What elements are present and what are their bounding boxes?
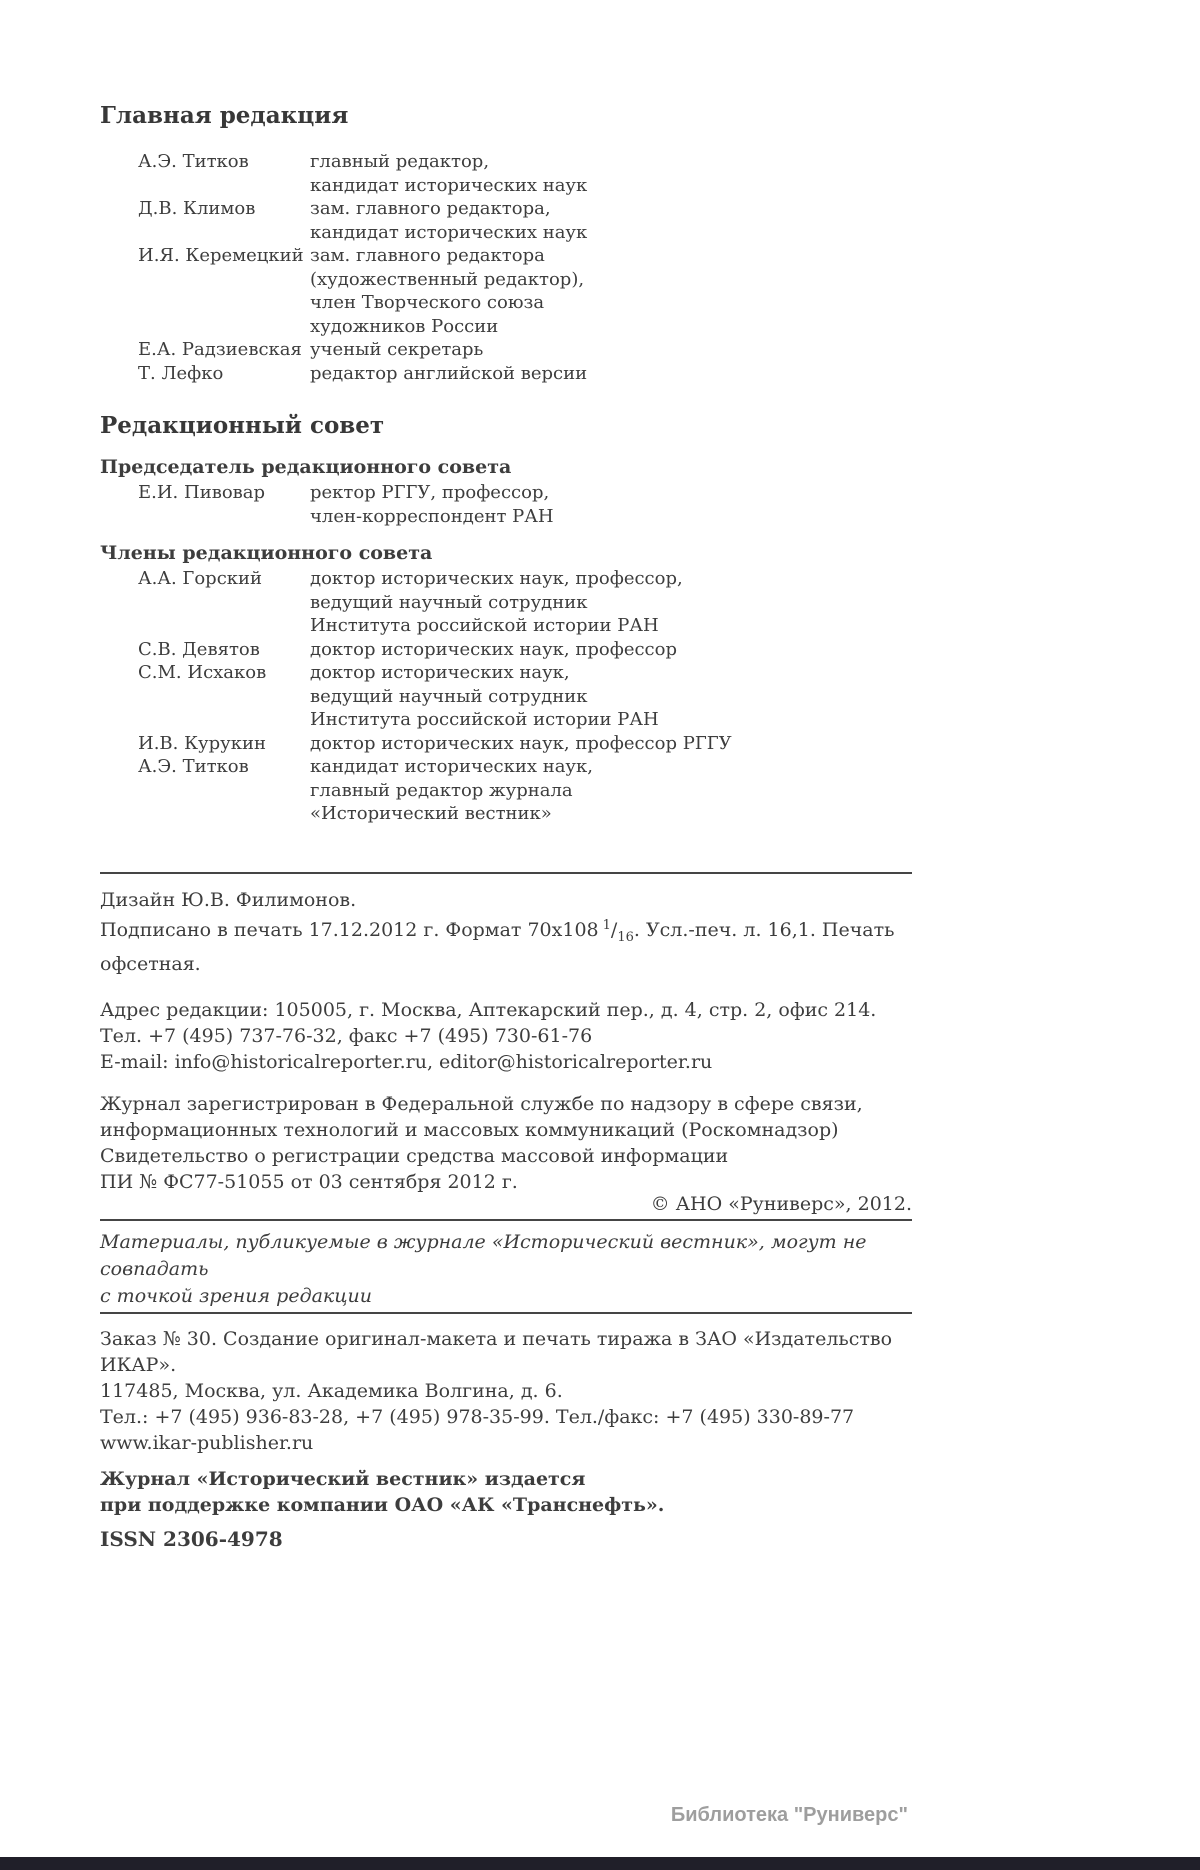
format-fraction bbox=[602, 917, 634, 945]
design-line: Дизайн Ю.В. Филимонов. bbox=[100, 888, 357, 911]
member-role-line: доктор исторических наук, профессор РГГУ bbox=[310, 732, 732, 754]
printing-block bbox=[100, 1326, 912, 1456]
member-role-line: «Исторический вестник» bbox=[310, 803, 552, 824]
registration-block bbox=[100, 1091, 912, 1195]
email-line: E-mail: info@historicalreporter.ru, editor@historicalreporter.ru bbox=[100, 1050, 713, 1073]
member-name: И.Я. Керемецкий bbox=[138, 245, 304, 266]
member-name: Е.И. Пивовар bbox=[138, 482, 266, 503]
member-name: А.Э. Титков bbox=[138, 756, 249, 777]
member-name: Т. Лефко bbox=[138, 362, 224, 384]
member-role-line: главный редактор, bbox=[310, 151, 490, 172]
member-roles bbox=[310, 338, 912, 362]
member-roles bbox=[310, 150, 912, 197]
registration-line: Журнал зарегистрирован в Федеральной службе по надзору в сфере связи, bbox=[100, 1092, 863, 1115]
member-name: С.В. Девятов bbox=[138, 638, 260, 660]
support-line: при поддержке компании ОАО «АК «Транснефть». bbox=[100, 1493, 665, 1516]
issn: ISSN 2306-4978 bbox=[100, 1526, 283, 1551]
print-line-prefix: Подписано в печать 17.12.2012 г. Формат 70x108 bbox=[100, 918, 599, 941]
runivers-library-watermark: Библиотека "Руниверс" bbox=[670, 1804, 908, 1826]
member-role-line: Института российской истории РАН bbox=[310, 615, 659, 636]
member-row bbox=[100, 244, 912, 338]
member-row bbox=[100, 732, 912, 756]
member-name: С.М. Исхаков bbox=[138, 662, 267, 683]
member-role-line: редактор английской версии bbox=[310, 362, 588, 384]
member-roles bbox=[310, 567, 912, 638]
member-row bbox=[100, 661, 912, 732]
member-roles bbox=[310, 481, 912, 528]
member-name: Д.В. Климов bbox=[138, 198, 256, 219]
printing-line: 117485, Москва, ул. Академика Волгина, д. 6. bbox=[100, 1379, 563, 1402]
address-block bbox=[100, 997, 912, 1075]
divider-rule bbox=[100, 1219, 912, 1221]
member-row bbox=[100, 567, 912, 638]
member-roles bbox=[310, 755, 912, 826]
disclaimer-line: Материалы, публикуемые в журнале «Исторический вестник», могут не совпадать bbox=[100, 1230, 867, 1280]
member-role-line: член-корреспондент РАН bbox=[310, 505, 554, 527]
print-info-line bbox=[100, 913, 912, 977]
main-editorial-members bbox=[100, 150, 912, 385]
page-content bbox=[100, 0, 912, 1552]
copyright-line: © АНО «Руниверс», 2012. bbox=[650, 1192, 912, 1215]
registration-line: информационных технологий и массовых коммуникаций (Роскомнадзор) bbox=[100, 1118, 839, 1141]
member-role-line: член Творческого союза bbox=[310, 292, 545, 313]
main-editorial-title: Главная редакция bbox=[100, 102, 349, 129]
address-line: Адрес редакции: 105005, г. Москва, Аптекарский пер., д. 4, стр. 2, офис 214. bbox=[100, 998, 877, 1021]
member-role-line: зам. главного редактора, bbox=[310, 198, 551, 219]
member-role-line: Института российской истории РАН bbox=[310, 709, 659, 730]
member-role-line: художников России bbox=[310, 315, 499, 337]
imprint-design-block bbox=[100, 887, 912, 977]
chairman-members bbox=[100, 481, 912, 528]
disclaimer-line: с точкой зрения редакции bbox=[100, 1284, 373, 1307]
registration-line: ПИ № ФС77-51055 от 03 сентября 2012 г. bbox=[100, 1170, 518, 1193]
member-name: А.Э. Титков bbox=[138, 151, 249, 172]
member-role-line: кандидат исторических наук bbox=[310, 174, 588, 196]
registration-line: Свидетельство о регистрации средства массовой информации bbox=[100, 1144, 729, 1167]
member-roles bbox=[310, 732, 912, 756]
member-row bbox=[100, 338, 912, 362]
member-role-line: ученый секретарь bbox=[310, 339, 484, 360]
fraction-slash: / bbox=[610, 918, 618, 941]
member-role-line: доктор исторических наук, профессор, bbox=[310, 568, 683, 589]
member-row bbox=[100, 362, 912, 386]
member-role-line: ректор РГГУ, профессор, bbox=[310, 482, 550, 503]
board-members bbox=[100, 567, 912, 826]
board-members-subtitle: Члены редакционного совета bbox=[100, 542, 433, 564]
member-role-line: кандидат исторических наук bbox=[310, 221, 588, 243]
member-role-line: (художественный редактор), bbox=[310, 268, 585, 290]
support-line: Журнал «Исторический вестник» издается bbox=[100, 1467, 586, 1490]
editorial-board-title: Редакционный совет bbox=[100, 412, 385, 439]
member-row bbox=[100, 197, 912, 244]
divider-rule bbox=[100, 872, 912, 874]
member-name: И.В. Курукин bbox=[138, 732, 266, 754]
support-note bbox=[100, 1466, 912, 1518]
phone-line: Тел. +7 (495) 737-76-32, факс +7 (495) 730-61-76 bbox=[100, 1024, 593, 1047]
fraction-numerator: 1 bbox=[602, 917, 611, 933]
member-role-line: доктор исторических наук, bbox=[310, 662, 570, 683]
member-role-line: зам. главного редактора bbox=[310, 245, 545, 266]
member-role-line: ведущий научный сотрудник bbox=[310, 591, 588, 613]
member-roles bbox=[310, 362, 912, 386]
member-row bbox=[100, 481, 912, 528]
print-line-suffix: . Усл.-печ. л. 16,1. Печать офсетная. bbox=[100, 918, 895, 975]
printing-website-line: www.ikar-publisher.ru bbox=[100, 1431, 314, 1454]
member-role-line: доктор исторических наук, профессор bbox=[310, 638, 677, 660]
member-roles bbox=[310, 661, 912, 732]
bottom-page-bar bbox=[0, 1857, 1200, 1870]
member-role-line: ведущий научный сотрудник bbox=[310, 685, 588, 707]
fraction-denominator: 16 bbox=[617, 929, 634, 945]
member-row bbox=[100, 638, 912, 662]
printing-line: Заказ № 30. Создание оригинал-макета и печать тиража в ЗАО «Издательство ИКАР». bbox=[100, 1327, 893, 1376]
printing-line: Тел.: +7 (495) 936-83-28, +7 (495) 978-35-99. Тел./факс: +7 (495) 330-89-77 bbox=[100, 1405, 855, 1428]
member-name: Е.А. Радзиевская bbox=[138, 339, 302, 360]
member-roles bbox=[310, 638, 912, 662]
member-role-line: главный редактор журнала bbox=[310, 779, 573, 801]
member-roles bbox=[310, 244, 912, 338]
divider-rule bbox=[100, 1312, 912, 1314]
member-row bbox=[100, 755, 912, 826]
member-roles bbox=[310, 197, 912, 244]
member-name: А.А. Горский bbox=[138, 568, 263, 589]
member-role-line: кандидат исторических наук, bbox=[310, 756, 593, 777]
chairman-subtitle: Председатель редакционного совета bbox=[100, 456, 512, 478]
disclaimer-block bbox=[100, 1229, 912, 1310]
member-row bbox=[100, 150, 912, 197]
